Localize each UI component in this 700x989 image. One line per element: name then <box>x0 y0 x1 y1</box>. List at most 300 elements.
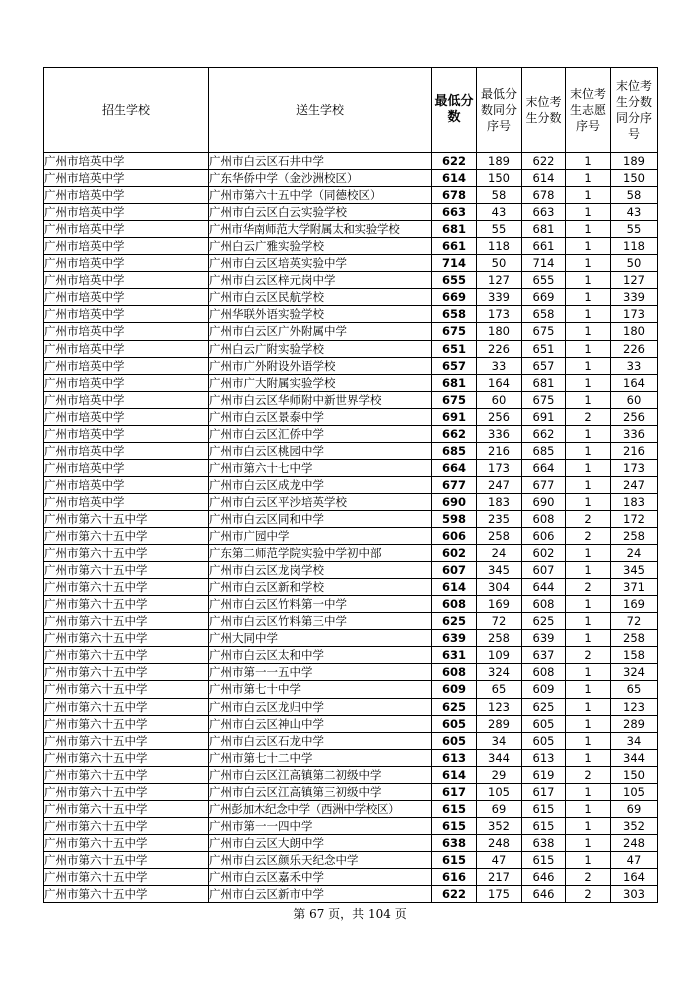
cell-min-score: 669 <box>432 289 477 306</box>
cell-min-score: 677 <box>432 476 477 493</box>
cell-admit-school: 广州市第六十五中学 <box>44 630 209 647</box>
cell-admit-school: 广州市培英中学 <box>44 306 209 323</box>
cell-last-pref: 2 <box>566 408 611 425</box>
cell-send-school: 广州市白云区竹料第一中学 <box>209 596 432 613</box>
cell-min-score-rank: 55 <box>477 221 522 238</box>
cell-last-rank: 60 <box>611 391 658 408</box>
cell-send-school: 广州市白云区广外附属中学 <box>209 323 432 340</box>
cell-last-rank: 47 <box>611 851 658 868</box>
cell-min-score: 613 <box>432 749 477 766</box>
cell-min-score-rank: 150 <box>477 170 522 187</box>
table-row <box>44 493 658 510</box>
cell-last-rank: 150 <box>611 766 658 783</box>
cell-min-score: 614 <box>432 766 477 783</box>
cell-last-score: 644 <box>522 579 566 596</box>
cell-last-rank: 158 <box>611 647 658 664</box>
cell-last-pref: 2 <box>566 868 611 885</box>
table-row <box>44 783 658 800</box>
cell-admit-school: 广州市培英中学 <box>44 289 209 306</box>
table-row <box>44 630 658 647</box>
cell-min-score: 685 <box>432 442 477 459</box>
cell-admit-school: 广州市第六十五中学 <box>44 886 209 903</box>
cell-min-score-rank: 183 <box>477 493 522 510</box>
cell-last-score: 691 <box>522 408 566 425</box>
table-row <box>44 340 658 357</box>
cell-last-pref: 2 <box>566 647 611 664</box>
cell-send-school: 广州市白云区大朗中学 <box>209 834 432 851</box>
cell-last-score: 605 <box>522 732 566 749</box>
cell-last-score: 663 <box>522 204 566 221</box>
cell-admit-school: 广州市培英中学 <box>44 357 209 374</box>
cell-admit-school: 广州市第六十五中学 <box>44 510 209 527</box>
table-row <box>44 510 658 527</box>
cell-send-school: 广东华侨中学（金沙洲校区） <box>209 170 432 187</box>
cell-last-pref: 1 <box>566 357 611 374</box>
cell-last-rank: 248 <box>611 834 658 851</box>
cell-admit-school: 广州市第六十五中学 <box>44 783 209 800</box>
cell-min-score-rank: 216 <box>477 442 522 459</box>
header-last-rank: 末位考生分数同分序号 <box>611 68 658 153</box>
cell-send-school: 广州市白云区龙岗学校 <box>209 562 432 579</box>
cell-min-score: 615 <box>432 817 477 834</box>
cell-send-school: 广州市白云区石龙中学 <box>209 732 432 749</box>
cell-last-score: 608 <box>522 510 566 527</box>
table-row <box>44 681 658 698</box>
cell-last-pref: 1 <box>566 630 611 647</box>
cell-min-score: 605 <box>432 732 477 749</box>
table-row <box>44 221 658 238</box>
cell-last-score: 617 <box>522 783 566 800</box>
cell-min-score: 614 <box>432 170 477 187</box>
cell-last-pref: 1 <box>566 459 611 476</box>
cell-min-score: 681 <box>432 221 477 238</box>
table-row <box>44 613 658 630</box>
table-row <box>44 204 658 221</box>
cell-admit-school: 广州市培英中学 <box>44 391 209 408</box>
cell-admit-school: 广州市培英中学 <box>44 493 209 510</box>
table-row <box>44 817 658 834</box>
cell-last-score: 625 <box>522 698 566 715</box>
cell-last-score: 669 <box>522 289 566 306</box>
cell-last-score: 658 <box>522 306 566 323</box>
cell-min-score: 602 <box>432 545 477 562</box>
cell-send-school: 广州市第一一五中学 <box>209 664 432 681</box>
cell-send-school: 广州市白云区太和中学 <box>209 647 432 664</box>
header-admit-school: 招生学校 <box>44 68 209 153</box>
cell-min-score: 714 <box>432 255 477 272</box>
cell-min-score: 664 <box>432 459 477 476</box>
cell-last-score: 655 <box>522 272 566 289</box>
cell-last-pref: 1 <box>566 289 611 306</box>
cell-send-school: 广州市白云区新市中学 <box>209 886 432 903</box>
cell-min-score-rank: 169 <box>477 596 522 613</box>
cell-last-score: 608 <box>522 596 566 613</box>
cell-last-rank: 123 <box>611 698 658 715</box>
cell-admit-school: 广州市第六十五中学 <box>44 749 209 766</box>
header-row <box>44 68 658 153</box>
cell-last-score: 646 <box>522 868 566 885</box>
cell-min-score-rank: 189 <box>477 153 522 170</box>
table-row <box>44 306 658 323</box>
cell-min-score: 622 <box>432 886 477 903</box>
cell-last-rank: 258 <box>611 528 658 545</box>
cell-admit-school: 广州市培英中学 <box>44 442 209 459</box>
cell-min-score-rank: 173 <box>477 459 522 476</box>
cell-last-score: 657 <box>522 357 566 374</box>
table-row <box>44 732 658 749</box>
cell-last-score: 678 <box>522 187 566 204</box>
cell-min-score: 678 <box>432 187 477 204</box>
table-row <box>44 391 658 408</box>
cell-send-school: 广州市白云区颜乐天纪念中学 <box>209 851 432 868</box>
cell-min-score: 691 <box>432 408 477 425</box>
cell-min-score-rank: 175 <box>477 886 522 903</box>
cell-admit-school: 广州市第六十五中学 <box>44 834 209 851</box>
cell-last-rank: 183 <box>611 493 658 510</box>
cell-min-score-rank: 43 <box>477 204 522 221</box>
cell-last-rank: 150 <box>611 170 658 187</box>
cell-admit-school: 广州市第六十五中学 <box>44 868 209 885</box>
cell-last-score: 639 <box>522 630 566 647</box>
cell-min-score-rank: 58 <box>477 187 522 204</box>
cell-send-school: 广州市白云区同和中学 <box>209 510 432 527</box>
cell-last-rank: 289 <box>611 715 658 732</box>
cell-last-score: 615 <box>522 851 566 868</box>
cell-last-pref: 1 <box>566 834 611 851</box>
cell-admit-school: 广州市培英中学 <box>44 476 209 493</box>
cell-admit-school: 广州市第六十五中学 <box>44 851 209 868</box>
cell-last-pref: 2 <box>566 579 611 596</box>
cell-admit-school: 广州市第六十五中学 <box>44 664 209 681</box>
cell-min-score: 675 <box>432 323 477 340</box>
cell-min-score-rank: 226 <box>477 340 522 357</box>
cell-min-score: 609 <box>432 681 477 698</box>
cell-last-pref: 1 <box>566 391 611 408</box>
cell-admit-school: 广州市培英中学 <box>44 272 209 289</box>
cell-last-score: 606 <box>522 528 566 545</box>
cell-min-score-rank: 29 <box>477 766 522 783</box>
table-row <box>44 868 658 885</box>
cell-min-score-rank: 47 <box>477 851 522 868</box>
cell-send-school: 广州市第七十二中学 <box>209 749 432 766</box>
cell-admit-school: 广州市第六十五中学 <box>44 562 209 579</box>
cell-last-pref: 1 <box>566 323 611 340</box>
cell-min-score: 606 <box>432 528 477 545</box>
cell-last-pref: 1 <box>566 732 611 749</box>
cell-last-pref: 1 <box>566 851 611 868</box>
cell-last-rank: 164 <box>611 374 658 391</box>
cell-min-score-rank: 304 <box>477 579 522 596</box>
cell-last-pref: 2 <box>566 886 611 903</box>
cell-min-score-rank: 173 <box>477 306 522 323</box>
cell-last-score: 608 <box>522 664 566 681</box>
cell-min-score-rank: 109 <box>477 647 522 664</box>
cell-last-pref: 1 <box>566 204 611 221</box>
table-row <box>44 425 658 442</box>
cell-last-rank: 189 <box>611 153 658 170</box>
cell-last-pref: 1 <box>566 613 611 630</box>
cell-min-score: 631 <box>432 647 477 664</box>
header-last-pref: 末位考生志愿序号 <box>566 68 611 153</box>
cell-min-score-rank: 248 <box>477 834 522 851</box>
cell-send-school: 广州市白云区新和学校 <box>209 579 432 596</box>
cell-send-school: 广州市白云区平沙培英学校 <box>209 493 432 510</box>
cell-last-rank: 127 <box>611 272 658 289</box>
table-row <box>44 766 658 783</box>
cell-last-score: 625 <box>522 613 566 630</box>
cell-last-pref: 1 <box>566 800 611 817</box>
cell-min-score: 663 <box>432 204 477 221</box>
cell-last-rank: 352 <box>611 817 658 834</box>
cell-min-score: 617 <box>432 783 477 800</box>
cell-last-pref: 1 <box>566 749 611 766</box>
header-last-score: 末位考生分数 <box>522 68 566 153</box>
table-row <box>44 545 658 562</box>
cell-last-score: 615 <box>522 817 566 834</box>
table-row <box>44 272 658 289</box>
cell-last-score: 661 <box>522 238 566 255</box>
cell-admit-school: 广州市培英中学 <box>44 425 209 442</box>
cell-last-pref: 1 <box>566 817 611 834</box>
cell-send-school: 广州白云广附实验学校 <box>209 340 432 357</box>
cell-send-school: 广州市白云区竹料第三中学 <box>209 613 432 630</box>
cell-min-score-rank: 336 <box>477 425 522 442</box>
cell-min-score-rank: 123 <box>477 698 522 715</box>
cell-last-pref: 1 <box>566 374 611 391</box>
cell-last-rank: 258 <box>611 630 658 647</box>
cell-send-school: 广州市第六十七中学 <box>209 459 432 476</box>
cell-last-score: 619 <box>522 766 566 783</box>
cell-last-rank: 345 <box>611 562 658 579</box>
cell-last-rank: 247 <box>611 476 658 493</box>
cell-last-rank: 216 <box>611 442 658 459</box>
cell-min-score: 690 <box>432 493 477 510</box>
cell-last-score: 605 <box>522 715 566 732</box>
cell-min-score: 615 <box>432 851 477 868</box>
admission-table <box>43 67 658 903</box>
cell-last-rank: 256 <box>611 408 658 425</box>
cell-min-score-rank: 164 <box>477 374 522 391</box>
cell-last-score: 681 <box>522 221 566 238</box>
table-row <box>44 579 658 596</box>
cell-admit-school: 广州市第六十五中学 <box>44 545 209 562</box>
cell-send-school: 广东第二师范学院实验中学初中部 <box>209 545 432 562</box>
table-row <box>44 528 658 545</box>
cell-min-score-rank: 24 <box>477 545 522 562</box>
cell-last-pref: 1 <box>566 187 611 204</box>
cell-min-score-rank: 289 <box>477 715 522 732</box>
cell-min-score: 651 <box>432 340 477 357</box>
cell-last-rank: 72 <box>611 613 658 630</box>
cell-min-score-rank: 258 <box>477 630 522 647</box>
cell-min-score-rank: 118 <box>477 238 522 255</box>
cell-last-rank: 43 <box>611 204 658 221</box>
cell-send-school: 广州市广园中学 <box>209 528 432 545</box>
cell-min-score-rank: 34 <box>477 732 522 749</box>
cell-min-score-rank: 33 <box>477 357 522 374</box>
cell-last-score: 602 <box>522 545 566 562</box>
cell-last-rank: 324 <box>611 664 658 681</box>
cell-admit-school: 广州市培英中学 <box>44 221 209 238</box>
cell-last-pref: 1 <box>566 255 611 272</box>
cell-min-score-rank: 50 <box>477 255 522 272</box>
cell-last-rank: 58 <box>611 187 658 204</box>
cell-min-score-rank: 235 <box>477 510 522 527</box>
cell-last-pref: 1 <box>566 238 611 255</box>
cell-min-score: 622 <box>432 153 477 170</box>
cell-min-score: 616 <box>432 868 477 885</box>
cell-min-score: 605 <box>432 715 477 732</box>
table-row <box>44 647 658 664</box>
cell-last-pref: 2 <box>566 528 611 545</box>
cell-send-school: 广州市白云区成龙中学 <box>209 476 432 493</box>
cell-last-rank: 65 <box>611 681 658 698</box>
cell-min-score: 607 <box>432 562 477 579</box>
cell-min-score-rank: 352 <box>477 817 522 834</box>
cell-last-score: 615 <box>522 800 566 817</box>
cell-last-pref: 2 <box>566 766 611 783</box>
cell-last-score: 675 <box>522 323 566 340</box>
table-body <box>44 153 658 903</box>
cell-last-pref: 1 <box>566 596 611 613</box>
cell-admit-school: 广州市培英中学 <box>44 238 209 255</box>
cell-send-school: 广州市白云区梓元岗中学 <box>209 272 432 289</box>
cell-admit-school: 广州市第六十五中学 <box>44 613 209 630</box>
cell-last-rank: 339 <box>611 289 658 306</box>
header-min-score-rank: 最低分数同分序号 <box>477 68 522 153</box>
cell-send-school: 广州市白云区嘉禾中学 <box>209 868 432 885</box>
cell-send-school: 广州市广大附属实验学校 <box>209 374 432 391</box>
page-footer: 第 67 页，共 104 页 <box>293 907 407 921</box>
cell-min-score-rank: 258 <box>477 528 522 545</box>
table-row <box>44 459 658 476</box>
cell-min-score: 614 <box>432 579 477 596</box>
cell-send-school: 广州市白云区神山中学 <box>209 715 432 732</box>
cell-send-school: 广州市白云区民航学校 <box>209 289 432 306</box>
cell-min-score: 662 <box>432 425 477 442</box>
cell-send-school: 广州市第一一四中学 <box>209 817 432 834</box>
cell-last-score: 613 <box>522 749 566 766</box>
cell-last-pref: 1 <box>566 340 611 357</box>
table-row <box>44 476 658 493</box>
cell-last-pref: 1 <box>566 493 611 510</box>
cell-admit-school: 广州市培英中学 <box>44 459 209 476</box>
table-row <box>44 289 658 306</box>
cell-last-score: 609 <box>522 681 566 698</box>
cell-last-rank: 34 <box>611 732 658 749</box>
cell-last-score: 677 <box>522 476 566 493</box>
cell-min-score: 657 <box>432 357 477 374</box>
cell-admit-school: 广州市培英中学 <box>44 374 209 391</box>
cell-send-school: 广州市白云区培英实验中学 <box>209 255 432 272</box>
cell-last-pref: 1 <box>566 783 611 800</box>
cell-last-pref: 1 <box>566 715 611 732</box>
cell-min-score-rank: 339 <box>477 289 522 306</box>
cell-last-rank: 24 <box>611 545 658 562</box>
cell-admit-school: 广州市第六十五中学 <box>44 681 209 698</box>
cell-last-rank: 180 <box>611 323 658 340</box>
cell-min-score-rank: 127 <box>477 272 522 289</box>
cell-last-rank: 164 <box>611 868 658 885</box>
cell-last-score: 685 <box>522 442 566 459</box>
cell-last-pref: 1 <box>566 681 611 698</box>
cell-min-score: 625 <box>432 613 477 630</box>
cell-send-school: 广州市华南师范大学附属太和实验学校 <box>209 221 432 238</box>
cell-last-score: 622 <box>522 153 566 170</box>
cell-send-school: 广州华联外语实验学校 <box>209 306 432 323</box>
cell-send-school: 广州市白云区白云实验学校 <box>209 204 432 221</box>
cell-last-rank: 69 <box>611 800 658 817</box>
cell-min-score-rank: 72 <box>477 613 522 630</box>
cell-min-score: 639 <box>432 630 477 647</box>
cell-admit-school: 广州市第六十五中学 <box>44 715 209 732</box>
cell-last-rank: 344 <box>611 749 658 766</box>
cell-admit-school: 广州市培英中学 <box>44 340 209 357</box>
cell-admit-school: 广州市培英中学 <box>44 204 209 221</box>
cell-admit-school: 广州市培英中学 <box>44 170 209 187</box>
cell-send-school: 广州市白云区桃园中学 <box>209 442 432 459</box>
cell-admit-school: 广州市第六十五中学 <box>44 800 209 817</box>
cell-admit-school: 广州市第六十五中学 <box>44 647 209 664</box>
cell-min-score: 681 <box>432 374 477 391</box>
cell-last-pref: 1 <box>566 425 611 442</box>
cell-min-score-rank: 247 <box>477 476 522 493</box>
cell-min-score-rank: 256 <box>477 408 522 425</box>
cell-last-rank: 371 <box>611 579 658 596</box>
cell-last-score: 662 <box>522 425 566 442</box>
header-min-score: 最低分数 <box>432 68 477 153</box>
cell-last-score: 651 <box>522 340 566 357</box>
cell-admit-school: 广州市第六十五中学 <box>44 596 209 613</box>
cell-last-pref: 1 <box>566 272 611 289</box>
cell-min-score: 608 <box>432 596 477 613</box>
cell-admit-school: 广州市第六十五中学 <box>44 766 209 783</box>
cell-send-school: 广州彭加木纪念中学（西洲中学校区） <box>209 800 432 817</box>
cell-min-score-rank: 180 <box>477 323 522 340</box>
table-row <box>44 374 658 391</box>
cell-last-rank: 303 <box>611 886 658 903</box>
cell-min-score: 608 <box>432 664 477 681</box>
cell-send-school: 广州市第六十五中学（同德校区） <box>209 187 432 204</box>
cell-min-score-rank: 324 <box>477 664 522 681</box>
cell-last-score: 637 <box>522 647 566 664</box>
cell-send-school: 广州市白云区江高镇第三初级中学 <box>209 783 432 800</box>
cell-min-score: 615 <box>432 800 477 817</box>
cell-min-score: 598 <box>432 510 477 527</box>
cell-min-score-rank: 105 <box>477 783 522 800</box>
cell-last-score: 664 <box>522 459 566 476</box>
table-row <box>44 886 658 903</box>
cell-last-rank: 118 <box>611 238 658 255</box>
cell-last-score: 607 <box>522 562 566 579</box>
cell-min-score: 675 <box>432 391 477 408</box>
cell-min-score: 625 <box>432 698 477 715</box>
cell-min-score-rank: 65 <box>477 681 522 698</box>
cell-last-pref: 1 <box>566 562 611 579</box>
table-row <box>44 698 658 715</box>
table-row <box>44 442 658 459</box>
cell-last-score: 714 <box>522 255 566 272</box>
cell-admit-school: 广州市第六十五中学 <box>44 528 209 545</box>
cell-send-school: 广州白云广雅实验学校 <box>209 238 432 255</box>
cell-min-score-rank: 60 <box>477 391 522 408</box>
cell-last-pref: 1 <box>566 153 611 170</box>
cell-admit-school: 广州市培英中学 <box>44 255 209 272</box>
cell-admit-school: 广州市培英中学 <box>44 153 209 170</box>
cell-send-school: 广州市白云区石井中学 <box>209 153 432 170</box>
table-row <box>44 255 658 272</box>
cell-send-school: 广州市广外附设外语学校 <box>209 357 432 374</box>
